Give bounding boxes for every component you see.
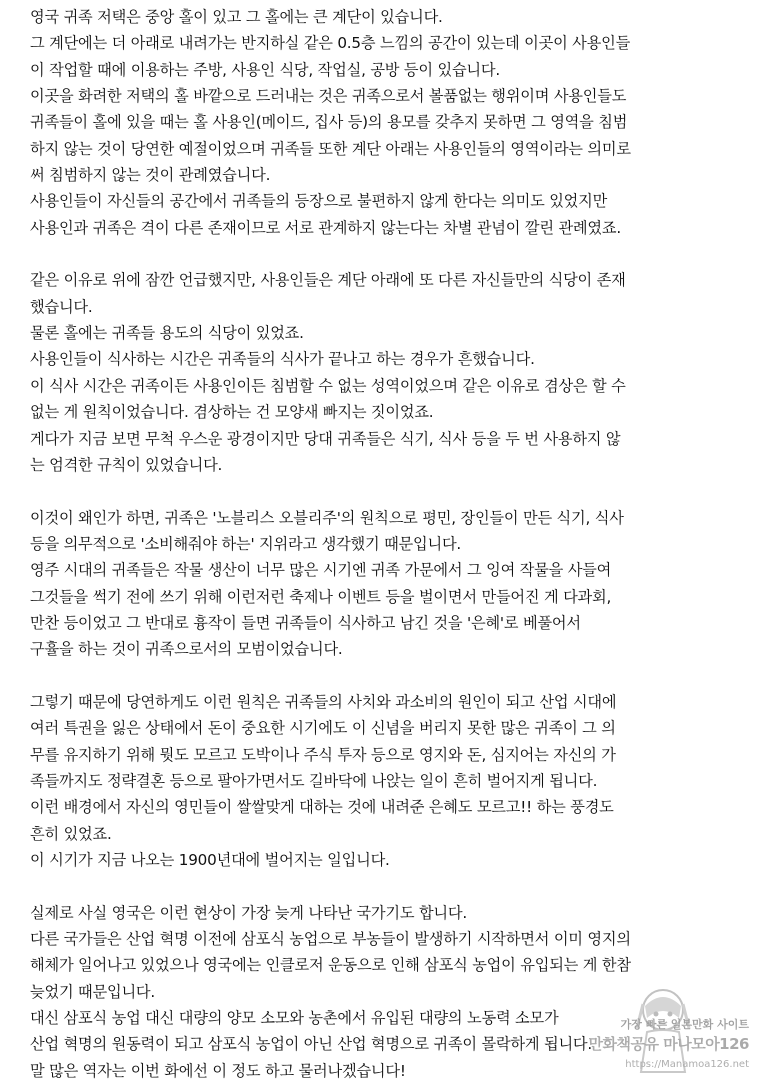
text-line: 해체가 일어나고 있었으나 영국에는 인클로저 운동으로 인해 삼포식 농업이 유입되는 게 한참	[30, 956, 631, 975]
text-line: 없는 게 원칙이었습니다. 겸상하는 건 모양새 빠지는 짓이었죠.	[30, 403, 434, 422]
document-body	[30, 4, 740, 1084]
text-line: 이곳을 화려한 저택의 홀 바깥으로 드러내는 것은 귀족으로서 볼품없는 행위이며 사용인들도	[30, 87, 627, 106]
paragraph-spacer	[30, 478, 740, 504]
text-line: 다른 국가들은 산업 혁명 이전에 삼포식 농업으로 부농들이 발생하기 시작하면서 이미 영지의	[30, 930, 631, 949]
text-line: 대신 삼포식 농업 대신 대량의 양모 소모와 농촌에서 유입된 대량의 노동력 소모가	[30, 1009, 559, 1028]
paragraph-spacer	[30, 663, 740, 689]
text-line: 족들까지도 정략결혼 등으로 팔아가면서도 길바닥에 나앉는 일이 흔히 벌어지게 됩니다.	[30, 771, 598, 790]
text-line: 사용인들이 자신들의 공간에서 귀족들의 등장으로 불편하지 않게 한다는 의미도 있었지만	[30, 192, 608, 211]
text-line: 그 계단에는 더 아래로 내려가는 반지하실 같은 0.5층 느낌의 공간이 있는데 이곳이 사용인들	[30, 34, 631, 53]
text-line: 사용인과 귀족은 격이 다른 존재이므로 서로 관계하지 않는다는 차별 관념이 깔린 관례였죠.	[30, 218, 621, 237]
text-line: 만찬 등이었고 그 반대로 흉작이 들면 귀족들이 식사하고 남긴 것을 '은혜'로 베풀어서	[30, 613, 581, 632]
text-line: 이것이 왜인가 하면, 귀족은 '노블리스 오블리주'의 원칙으로 평민, 장인들이 만든 식기, 식사	[30, 508, 624, 527]
text-line: 구휼을 하는 것이 귀족으로서의 모범이었습니다.	[30, 640, 343, 659]
text-line: 써 침범하지 않는 것이 관례였습니다.	[30, 166, 271, 185]
text-line: 영국 귀족 저택은 중앙 홀이 있고 그 홀에는 큰 계단이 있습니다.	[30, 8, 443, 26]
text-line: 여러 특권을 잃은 상태에서 돈이 중요한 시기에도 이 신념을 버리지 못한 많은 귀족이 그 의	[30, 719, 616, 738]
text-line: 등을 의무적으로 '소비해줘야 하는' 지위라고 생각했기 때문입니다.	[30, 534, 462, 553]
text-line: 했습니다.	[30, 297, 93, 316]
text-line: 이런 배경에서 자신의 영민들이 쌀쌀맞게 대하는 것에 내려준 은혜도 모르고!! 하는 풍경도	[30, 798, 614, 817]
text-line: 그것들을 썩기 전에 쓰기 위해 이런저런 축제나 이벤트 등을 벌이면서 만들어진 게 다과회,	[30, 587, 612, 606]
text-line: 이 식사 시간은 귀족이든 사용인이든 침범할 수 없는 성역이었으며 같은 이유로 겸상은 할 수	[30, 376, 626, 395]
text-line: 하지 않는 것이 당연한 예절이었으며 귀족들 또한 계단 아래는 사용인들의 영역이라는 의미로	[30, 139, 631, 158]
text-line: 는 엄격한 규칙이 있었습니다.	[30, 455, 223, 474]
text-line: 영주 시대의 귀족들은 작물 생산이 너무 많은 시기엔 귀족 가문에서 그 잉여 작물을 사들여	[30, 561, 612, 580]
watermark-url: https://Manamoa126.net	[625, 1059, 749, 1070]
text-line: 게다가 지금 보면 무척 우스운 광경이지만 당대 귀족들은 식기, 식사 등을 두 번 사용하지 않	[30, 429, 621, 448]
text-line: 이 작업할 때에 이용하는 주방, 사용인 식당, 작업실, 공방 등이 있습니다.	[30, 60, 500, 79]
site-watermark	[588, 980, 755, 1078]
text-line: 사용인들이 식사하는 시간은 귀족들의 식사가 끝나고 하는 경우가 흔했습니다.	[30, 350, 535, 369]
text-line: 실제로 사실 영국은 이런 현상이 가장 늦게 나타난 국가기도 합니다.	[30, 903, 467, 922]
text-line: 귀족들이 홀에 있을 때는 홀 사용인(메이드, 집사 등)의 용모를 갖추지 못하면 그 영역을 침범	[30, 113, 628, 132]
watermark-site-name: 만화책공유 마나모아126	[588, 1035, 749, 1053]
paragraph-spacer	[30, 241, 740, 267]
text-line: 산업 혁명의 원동력이 되고 삼포식 농업이 아닌 산업 혁명으로 귀족이 몰락하게 됩니다.	[30, 1035, 593, 1054]
text-line: 무를 유지하기 위해 뭣도 모르고 도박이나 주식 투자 등으로 영지와 돈, 심지어는 자신의 가	[30, 745, 616, 764]
text-line: 이 시기가 지금 나오는 1900년대에 벌어지는 일입니다.	[30, 851, 390, 869]
watermark-tagline: 가장 빠른 일본만화 사이트	[620, 1018, 749, 1031]
text-line: 말 많은 역자는 이번 화에선 이 정도 하고 물러나겠습니다!	[30, 1061, 406, 1080]
text-line: 늦었기 때문입니다.	[30, 982, 156, 1001]
paragraph-spacer	[30, 873, 740, 899]
text-line: 흔히 있었죠.	[30, 824, 112, 843]
text-line: 그렇기 때문에 당연하게도 이런 원칙은 귀족들의 사치와 과소비의 원인이 되고 산업 시대에	[30, 692, 617, 711]
text-line: 물론 홀에는 귀족들 용도의 식당이 있었죠.	[30, 324, 304, 343]
text-line: 같은 이유로 위에 잠깐 언급했지만, 사용인들은 계단 아래에 또 다른 자신들만의 식당이 존재	[30, 271, 626, 290]
